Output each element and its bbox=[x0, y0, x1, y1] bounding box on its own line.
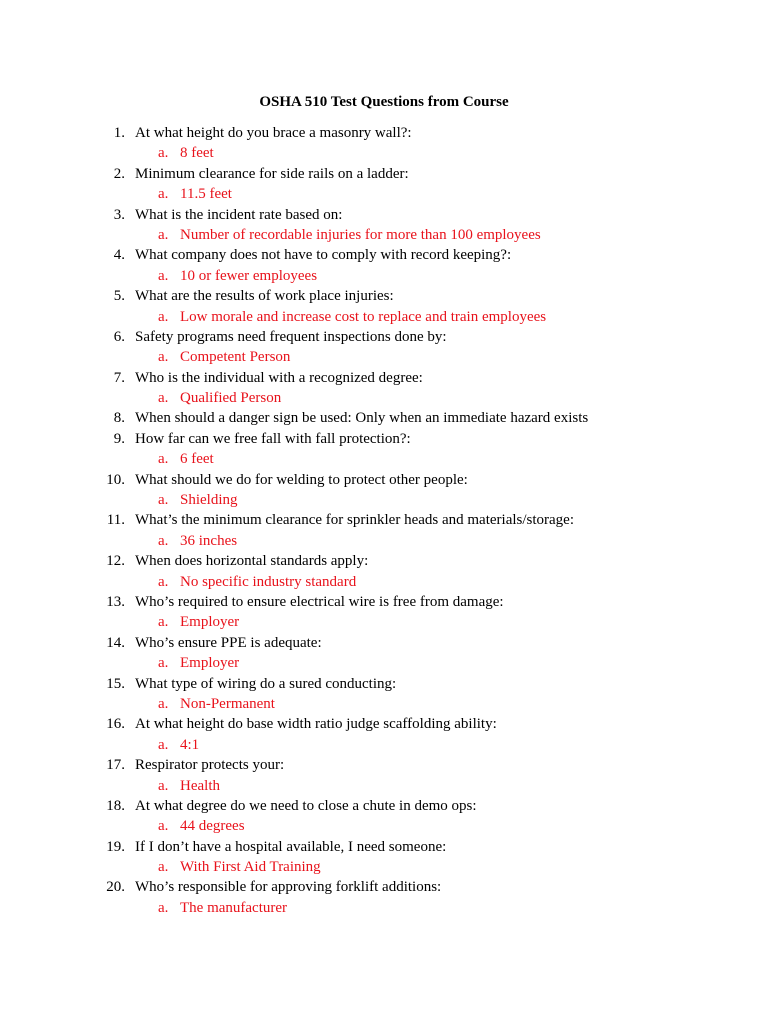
answer-item bbox=[0, 572, 768, 592]
answer-item bbox=[0, 388, 768, 408]
answer-text: 10 or fewer employees bbox=[180, 267, 318, 284]
answer-text: Qualified Person bbox=[180, 390, 282, 407]
question-item bbox=[0, 551, 768, 571]
answer-text: 4:1 bbox=[180, 736, 200, 753]
answer-text: 6 feet bbox=[180, 451, 214, 468]
question-item bbox=[0, 286, 768, 306]
answer-item bbox=[0, 735, 768, 755]
question-number: 17. bbox=[106, 757, 125, 774]
question-number: 12. bbox=[106, 553, 125, 570]
question-text: At what degree do we need to close a chute in demo ops: bbox=[135, 797, 477, 814]
question-text: What’s the minimum clearance for sprinkler heads and materials/storage: bbox=[135, 512, 575, 529]
question-text: What is the incident rate based on: bbox=[135, 206, 343, 223]
question-item bbox=[0, 755, 768, 775]
question-item bbox=[0, 470, 768, 490]
question-text: Who’s ensure PPE is adequate: bbox=[135, 634, 322, 651]
question-number: 11. bbox=[106, 512, 125, 529]
question-number: 7. bbox=[113, 369, 125, 386]
question-text: Who’s required to ensure electrical wire is free from damage: bbox=[135, 593, 504, 610]
answer-letter: a. bbox=[158, 186, 169, 203]
question-item bbox=[0, 714, 768, 734]
question-text: When does horizontal standards apply: bbox=[135, 553, 369, 570]
answer-text: Shielding bbox=[180, 492, 238, 509]
answer-letter: a. bbox=[158, 145, 169, 162]
question-number: 14. bbox=[106, 634, 125, 651]
answer-item bbox=[0, 143, 768, 163]
question-item bbox=[0, 245, 768, 265]
question-number: 18. bbox=[106, 797, 125, 814]
answer-letter: a. bbox=[158, 226, 169, 243]
question-item bbox=[0, 368, 768, 388]
answer-letter: a. bbox=[158, 655, 169, 672]
answer-text: No specific industry standard bbox=[180, 573, 357, 590]
answer-item bbox=[0, 347, 768, 367]
question-text: At what height do you brace a masonry wall?: bbox=[135, 125, 412, 141]
question-text: Safety programs need frequent inspections done by: bbox=[135, 328, 447, 345]
question-text: Respirator protects your: bbox=[135, 757, 285, 774]
answer-item bbox=[0, 449, 768, 469]
answer-letter: a. bbox=[158, 390, 169, 407]
question-item bbox=[0, 408, 768, 428]
answer-item bbox=[0, 816, 768, 836]
answer-item bbox=[0, 490, 768, 510]
answer-letter: a. bbox=[158, 492, 169, 509]
answer-item bbox=[0, 694, 768, 714]
question-item bbox=[0, 205, 768, 225]
answer-text: 11.5 feet bbox=[180, 186, 232, 203]
question-text: Who’s responsible for approving forklift additions: bbox=[135, 879, 442, 896]
question-text: Minimum clearance for side rails on a ladder: bbox=[135, 165, 409, 182]
answer-letter: a. bbox=[158, 573, 169, 590]
question-item bbox=[0, 327, 768, 347]
question-text: What company does not have to comply with record keeping?: bbox=[135, 247, 512, 264]
question-number: 13. bbox=[106, 593, 125, 610]
answer-item bbox=[0, 776, 768, 796]
question-number: 3. bbox=[113, 206, 125, 223]
question-number: 8. bbox=[113, 410, 125, 427]
answer-letter: a. bbox=[158, 777, 169, 794]
answer-text: Health bbox=[180, 777, 220, 794]
question-item bbox=[0, 796, 768, 816]
answer-letter: a. bbox=[158, 695, 169, 712]
question-number: 15. bbox=[106, 675, 125, 692]
question-item bbox=[0, 510, 768, 530]
question-text: How far can we free fall with fall protection?: bbox=[135, 430, 411, 447]
answer-item bbox=[0, 307, 768, 327]
answer-text: 44 degrees bbox=[180, 818, 245, 835]
question-item bbox=[0, 164, 768, 184]
answer-text: 36 inches bbox=[180, 532, 238, 549]
answer-letter: a. bbox=[158, 451, 169, 468]
question-text: What are the results of work place injuries: bbox=[135, 288, 394, 305]
question-text: When should a danger sign be used: Only when an immediate hazard exists bbox=[135, 410, 589, 427]
answer-item bbox=[0, 184, 768, 204]
question-number: 2. bbox=[113, 165, 125, 182]
answer-item bbox=[0, 531, 768, 551]
question-number: 10. bbox=[106, 471, 125, 488]
answer-letter: a. bbox=[158, 736, 169, 753]
question-number: 5. bbox=[113, 288, 125, 305]
answer-text: Employer bbox=[180, 655, 240, 672]
answer-item bbox=[0, 225, 768, 245]
question-text: If I don’t have a hospital available, I need someone: bbox=[135, 838, 447, 855]
question-text: Who is the individual with a recognized degree: bbox=[135, 369, 423, 386]
answer-letter: a. bbox=[158, 308, 169, 325]
question-item bbox=[0, 633, 768, 653]
question-number: 1. bbox=[113, 125, 125, 141]
question-item bbox=[0, 877, 768, 897]
question-item bbox=[0, 592, 768, 612]
answer-letter: a. bbox=[158, 267, 169, 284]
answer-item bbox=[0, 653, 768, 673]
question-number: 9. bbox=[113, 430, 125, 447]
answer-item bbox=[0, 898, 768, 918]
answer-letter: a. bbox=[158, 899, 169, 916]
question-number: 19. bbox=[106, 838, 125, 855]
question-number: 20. bbox=[106, 879, 125, 896]
question-text: At what height do base width ratio judge scaffolding ability: bbox=[135, 716, 497, 733]
question-number: 6. bbox=[113, 328, 125, 345]
question-item bbox=[0, 429, 768, 449]
answer-text: Number of recordable injuries for more than 100 employees bbox=[180, 226, 541, 243]
answer-letter: a. bbox=[158, 349, 169, 366]
question-number: 4. bbox=[113, 247, 125, 264]
question-number: 16. bbox=[106, 716, 125, 733]
answer-text: 8 feet bbox=[180, 145, 214, 162]
document-title: OSHA 510 Test Questions from Course bbox=[259, 94, 509, 110]
answer-text: Low morale and increase cost to replace and train employees bbox=[180, 308, 547, 325]
answer-text: The manufacturer bbox=[180, 899, 288, 916]
answer-text: Competent Person bbox=[180, 349, 291, 366]
answer-letter: a. bbox=[158, 859, 169, 876]
answer-text: Employer bbox=[180, 614, 240, 631]
answer-text: Non-Permanent bbox=[180, 695, 275, 712]
answer-item bbox=[0, 857, 768, 877]
answer-letter: a. bbox=[158, 532, 169, 549]
answer-letter: a. bbox=[158, 818, 169, 835]
answer-text: With First Aid Training bbox=[180, 859, 321, 876]
question-list bbox=[0, 123, 768, 918]
question-text: What type of wiring do a sured conducting: bbox=[135, 675, 397, 692]
question-text: What should we do for welding to protect other people: bbox=[135, 471, 468, 488]
answer-letter: a. bbox=[158, 614, 169, 631]
question-item bbox=[0, 123, 768, 143]
answer-item bbox=[0, 266, 768, 286]
question-item bbox=[0, 674, 768, 694]
question-item bbox=[0, 837, 768, 857]
answer-item bbox=[0, 612, 768, 632]
